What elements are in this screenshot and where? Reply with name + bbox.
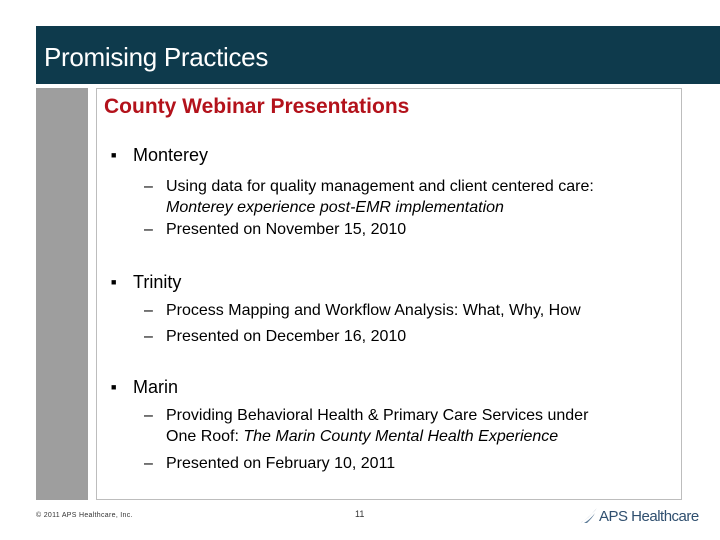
logo-text: APS Healthcare bbox=[599, 507, 699, 525]
square-bullet-icon: ■ bbox=[111, 150, 117, 160]
sub-bullet bbox=[144, 176, 594, 218]
continuation-italic: The Marin County Mental Health Experience bbox=[243, 428, 559, 445]
page-number: 11 bbox=[355, 509, 365, 519]
dash-icon: – bbox=[144, 455, 153, 472]
county-label: Monterey bbox=[133, 145, 209, 165]
dash-icon: – bbox=[144, 178, 153, 195]
sub-bullet bbox=[144, 405, 588, 447]
title-bar bbox=[36, 26, 720, 84]
page-title: Promising Practices bbox=[44, 42, 269, 72]
county-bullet-marin bbox=[111, 377, 178, 398]
sub-bullet-continuation: Monterey experience post-EMR implementation bbox=[166, 199, 504, 216]
copyright-text: © 2011 APS Healthcare, Inc. bbox=[36, 512, 133, 519]
continuation-plain: One Roof: bbox=[166, 428, 244, 445]
county-bullet-trinity bbox=[111, 272, 181, 293]
sub-bullet-text: Presented on February 10, 2011 bbox=[166, 455, 396, 472]
sub-bullet-text: Presented on November 15, 2010 bbox=[166, 221, 407, 238]
company-logo bbox=[578, 505, 699, 527]
sub-bullet bbox=[144, 453, 395, 474]
sub-bullet-text: Presented on December 16, 2010 bbox=[166, 328, 407, 345]
dash-icon: – bbox=[144, 221, 153, 238]
dash-icon: – bbox=[144, 328, 153, 345]
county-label: Marin bbox=[133, 377, 179, 397]
county-bullet-monterey bbox=[111, 145, 208, 166]
square-bullet-icon: ■ bbox=[111, 382, 117, 392]
swoosh-icon bbox=[578, 507, 598, 525]
sub-bullet-text: Providing Behavioral Health & Primary Care Services under bbox=[166, 407, 589, 424]
sub-bullet-text: Using data for quality management and client centered care: bbox=[166, 178, 594, 195]
sub-bullet bbox=[144, 326, 406, 347]
sub-bullet bbox=[144, 300, 581, 321]
dash-icon: – bbox=[144, 302, 153, 319]
sub-bullet-text: Process Mapping and Workflow Analysis: What, Why, How bbox=[166, 302, 581, 319]
side-accent-bar bbox=[36, 88, 88, 500]
sub-bullet-continuation bbox=[144, 426, 588, 447]
dash-icon: – bbox=[144, 407, 153, 424]
square-bullet-icon: ■ bbox=[111, 277, 117, 287]
slide-subtitle: County Webinar Presentations bbox=[104, 95, 410, 118]
sub-bullet bbox=[144, 219, 406, 240]
county-label: Trinity bbox=[133, 272, 182, 292]
